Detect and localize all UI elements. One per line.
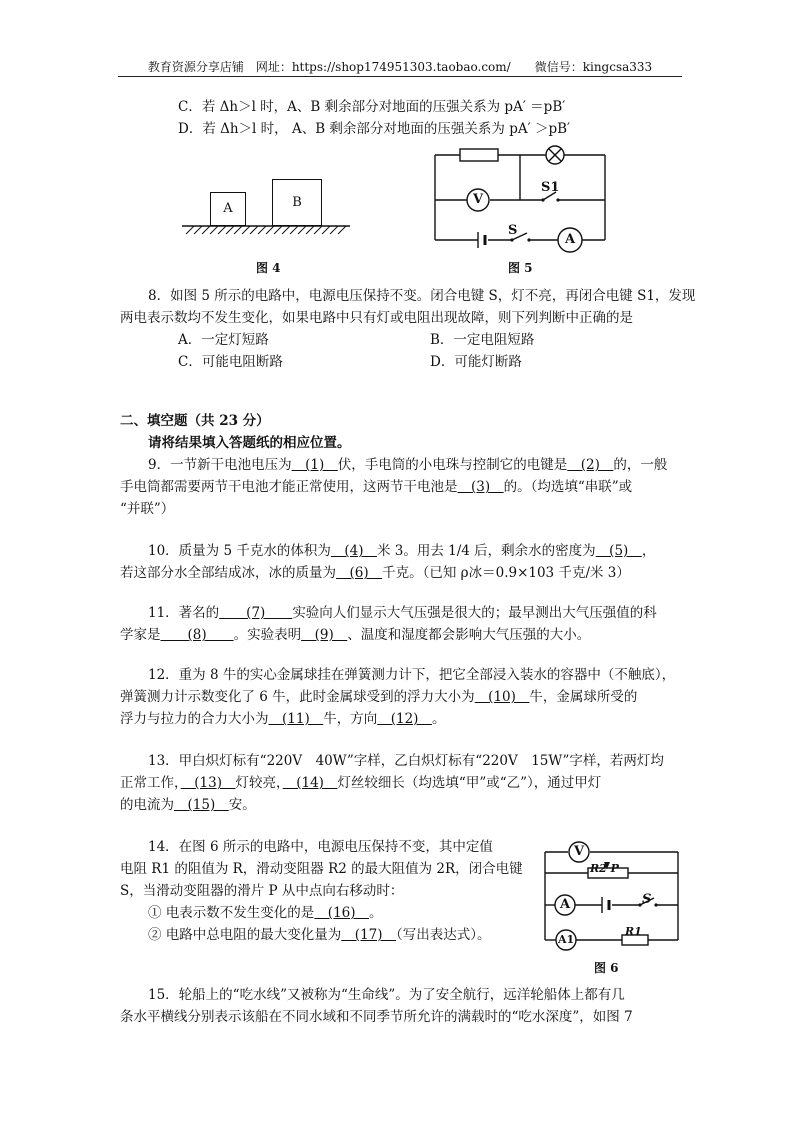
page-header: 教育资源分享店铺 网址：https://shop174951303.taobao.com/ 微信号：kingcsa333 [147,60,653,74]
blank-15: (15) [174,797,229,813]
figure-5-caption: 图 5 [508,261,533,275]
q12-line2 [120,688,637,706]
q11-line1 [148,604,657,622]
blank-2: (2) [567,457,614,473]
q14-line2: 电阻 R1 的阻值为 R，滑动变阻器 R2 的最大阻值为 2R，闭合电键 [120,861,523,877]
q12-text: 弹簧测力计示数变化了 6 牛，此时金属球受到的浮力大小为 [120,689,475,705]
q8-option-a: A．一定灯短路 [178,332,269,348]
q10-text: 10．质量为 5 千克水的体积为 [148,543,331,559]
blank-9: (9) [301,627,348,643]
q13-line1: 13．甲白炽灯标有“220V 40W”字样，乙白炽灯标有“220V 15W”字样，若两灯均 [148,753,664,769]
q13-text: 灯丝较细长（均选填“甲”或“乙”），通过甲灯 [337,775,602,791]
figure-4-caption: 图 4 [256,261,281,275]
q14-text: 。 [369,905,383,921]
q8-stem-line2: 两电表示数均不发生变化，如果电路中只有灯或电阻出现故障，则下列判断中正确的是 [120,310,633,326]
q8-option-b: B．一定电阻短路 [430,332,535,348]
blank-8: (8) [160,627,234,643]
block-b [272,179,322,226]
switch-s-label: S [508,223,518,238]
blank-10: (10) [474,689,530,705]
q13-text: 的电流为 [120,797,174,813]
q12-line1: 12．重为 8 牛的实心金属球挂在弹簧测力计下，把它全部浸入装水的容器中（不触底）， [148,667,676,683]
q8-option-c: C．可能电阻断路 [178,354,283,370]
q8-option-d: D．可能灯断路 [430,354,522,370]
blank-17: (17) [341,927,397,943]
q10-text: 千克。（已知 ρ冰＝0.9×103 千克/米 3） [382,565,630,581]
q15-line1: 15．轮船上的“吃水线”又被称为“生命线”。为了安全航行，远洋轮船体上都有几 [148,987,625,1003]
q14-item2 [148,926,491,944]
q13-text: 正常工作， [120,775,181,791]
q9-line1 [148,456,667,474]
q14-text: （写出表达式）。 [396,927,491,943]
blank-4: (4) [330,543,377,559]
q10-line2 [120,564,630,582]
q11-line2 [120,626,590,644]
fig6-voltmeter-label: V [574,844,585,859]
q12-text: 牛，方向 [323,711,378,727]
fig6-switch-label: S [642,892,652,907]
blank-5: (5) [595,543,642,559]
switch-s1-label: S1 [541,180,560,195]
blank-6: (6) [336,565,383,581]
q12-text: 。 [431,711,446,727]
q12-line3 [120,710,445,728]
q11-text: 实验向人们显示大气压强是很大的；最早测出大气压强值的科 [292,605,657,621]
figure-6-caption: 图 6 [594,961,619,975]
header-rule [118,76,682,77]
q9-text: 的，一般 [613,457,668,473]
q11-text: 学家是 [120,627,161,643]
q14-line3: S，当滑动变阻器的滑片 P 从中点向右移动时： [120,883,404,899]
block-b-label: B [292,195,302,210]
fig6-r1-label: R1 [625,925,642,938]
q10-line1 [148,542,655,560]
q15-line2: 条水平横线分别表示该船在不同水域和不同季节所允许的满载时的“吃水深度”，如图 7 [120,1009,633,1025]
blank-3: (3) [457,479,504,495]
q11-text: 11．著名的 [148,605,220,621]
q13-line3 [120,796,256,814]
q10-text: 米 3。用去 1/4 后，剩余水的密度为 [376,543,596,559]
q13-text: 灯较亮， [235,775,283,791]
q7-option-c: C．若 Δh＞l 时，A、B 剩余部分对地面的压强关系为 pA′ ＝pB′ [178,99,566,115]
q12-text: 浮力与拉力的合力大小为 [120,711,269,727]
section-2-title: 二、填空题（共 23 分） [120,413,270,429]
q9-text: 手电筒都需要两节干电池才能正常使用，这两节干电池是 [120,479,458,495]
q10-text: ， [641,543,656,559]
q13-text: 安。 [228,797,256,813]
q11-text: 、温度和湿度都会影响大气压强的大小。 [347,627,591,643]
q14-line1: 14．在图 6 所示的电路中，电源电压保持不变，其中定值 [148,839,493,855]
q14-item1 [148,904,383,922]
ground-hatch [182,220,350,240]
block-a-label: A [223,201,233,216]
q9-text: 的。（均选填“串联”或 [503,479,633,495]
q14-text: ② 电路中总电阻的最大变化量为 [148,927,342,943]
blank-13: (13) [180,775,236,791]
fig6-ammeter1-label: A1 [558,933,575,946]
q11-text: 。实验表明 [233,627,302,643]
q14-text: ① 电表示数不发生变化的是 [148,905,315,921]
fig6-ammeter-label: A [560,897,571,912]
section-2-instruction: 请将结果填入答题纸的相应位置。 [148,435,351,451]
ammeter-a-label: A [565,232,576,247]
q9-line3: “并联”） [120,501,175,517]
blank-1: (1) [291,457,338,473]
voltmeter-v-label: V [473,192,484,207]
q9-text: 9．一节新干电池电压为 [148,457,292,473]
block-a [210,192,246,226]
circuit-5-wires [430,140,610,255]
q12-text: 牛，金属球所受的 [529,689,638,705]
q7-option-d: D．若 Δh＞l 时， A、B 剩余部分对地面的压强关系为 pA′ ＞pB′ [178,121,571,137]
blank-12: (12) [377,711,432,727]
blank-7: (7) [219,605,293,621]
q8-stem-line1: 8．如图 5 所示的电路中，电源电压保持不变。闭合电键 S，灯不亮，再闭合电键 S1，发现 [148,288,696,304]
q13-line2 [120,774,601,792]
blank-16: (16) [314,905,370,921]
q10-text: 若这部分水全部结成冰，冰的质量为 [120,565,336,581]
blank-14: (14) [282,775,338,791]
q9-text: 伏，手电筒的小电珠与控制它的电键是 [337,457,568,473]
blank-11: (11) [268,711,324,727]
fig6-r2p-label: R2 P [590,862,619,875]
q9-line2 [120,478,632,496]
